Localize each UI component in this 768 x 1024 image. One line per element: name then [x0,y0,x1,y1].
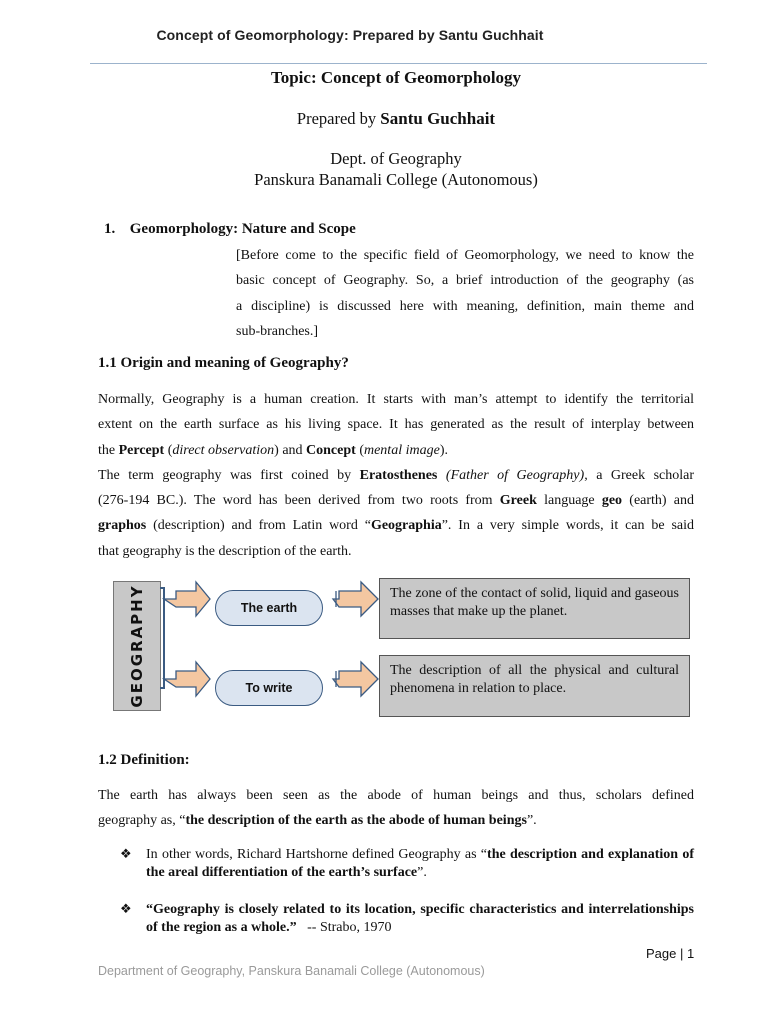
para-line: Normally, Geography is a human creation. It starts with man’s attempt to identify the territorial [98,392,694,407]
node-to-write: To write [215,670,323,706]
note-line: [Before come to the specific field of Geomorphology, we need to know the [236,248,694,263]
college: Panskura Banamali College (Autonomous) [254,170,538,189]
para-line: graphos (description) and from Latin word “Geographia”. In a very simple words, it can be said [98,518,694,534]
arrow-right-icon [164,582,210,616]
section-1-heading [104,221,356,238]
geography-vertical-label: GEOGRAPHY [128,584,146,708]
arrow-right-icon [333,582,378,616]
author-name: Santu Guchhait [380,109,496,128]
section-1-2-heading: 1.2 Definition: [98,752,190,768]
prepared-prefix: Prepared by [296,109,377,128]
running-header: Concept of Geomorphology: Prepared by Santu Guchhait [156,27,544,43]
note-line: basic concept of Geography. So, a brief introduction of the geography (as [236,273,694,289]
prepared-by [98,109,694,129]
section-number: 1. [104,221,116,237]
term-eratosthenes: Eratosthenes [359,467,438,483]
bullet-strabo: ❖ “Geography is closely related to its location, specific characteristics and interrelationships of the region as a whole.” -- Strabo, 1970 [120,902,694,935]
footer-text: Department of Geography, Panskura Banamali College (Autonomous) [98,964,485,978]
definition-box-earth: The zone of the contact of solid, liquid and gaseous masses that make up the planet. [379,578,690,639]
note-line: sub-branches.] [236,323,319,339]
affiliation [98,148,694,190]
definition-paragraph [98,783,694,834]
bullet-hartshorne: ❖ In other words, Richard Hartshorne defined Geography as “the description and explanation of the areal differentiation of the earth’s surface”. [120,847,694,880]
node-the-earth: The earth [215,590,323,626]
arrow-right-icon [164,662,210,696]
diamond-bullet-icon: ❖ [120,902,132,917]
header-rule [90,63,707,64]
section-1-1-heading: 1.1 Origin and meaning of Geography? [98,355,349,371]
department: Dept. of Geography [330,149,462,168]
para-line: The term geography was first coined by Eratosthenes (Father of Geography), a Greek scholar [98,467,695,483]
section-title: Geomorphology: Nature and Scope [129,221,356,237]
para-line: extent on the earth surface as his living space. It has generated as the result of interplay between [98,417,694,433]
section-note [236,243,694,344]
definition-box-write: The description of all the physical and cultural phenomena in relation to place. [379,655,690,717]
note-line: a discipline) is discussed here with meaning, definition, main theme and [236,298,694,314]
para-line: the Percept (direct observation) and Concept (mental image). [98,442,448,458]
topic-title: Topic: Concept of Geomorphology [270,68,522,87]
diamond-bullet-icon: ❖ [120,847,132,862]
para-line: that geography is the description of the earth. [98,543,352,559]
term-percept: Percept [118,442,165,458]
para-line: geography as, “the description of the earth as the abode of human beings”. [98,813,537,829]
origin-paragraph-1 [98,387,694,564]
geography-label-box [113,581,161,711]
page-number: Page | 1 [646,946,695,961]
para-line: The earth has always been seen as the abode of human beings and thus, scholars defined [98,788,694,803]
para-line: (276-194 BC.). The word has been derived from two roots from Greek language geo (earth) and [98,493,695,509]
term-concept: Concept [306,442,356,458]
arrow-right-icon [333,662,378,696]
